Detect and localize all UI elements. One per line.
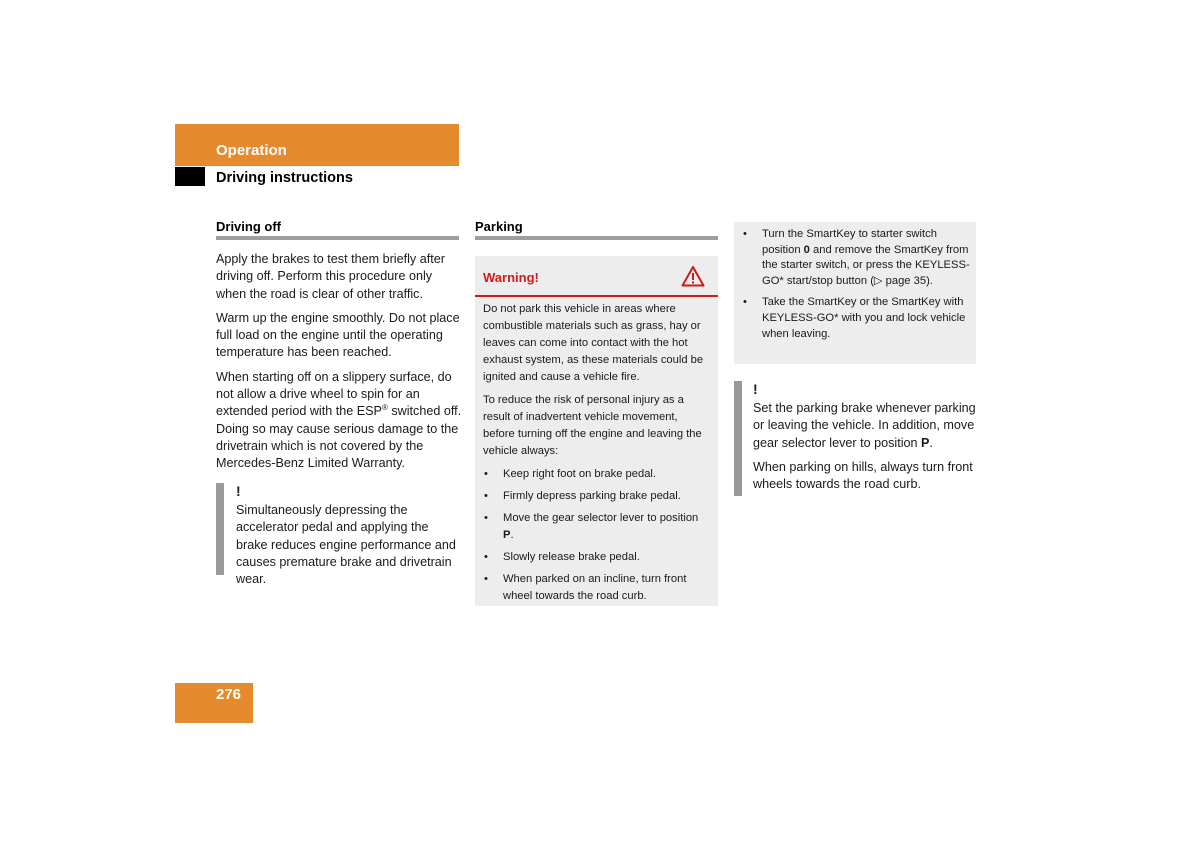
note-box	[734, 381, 978, 496]
warning-body	[483, 301, 711, 610]
instruction-box	[734, 222, 976, 364]
page-number: 276	[216, 686, 242, 703]
warning-rule	[475, 295, 718, 297]
exclamation-icon: !	[236, 483, 241, 499]
note-bar	[734, 381, 742, 496]
driving-off-body	[216, 251, 462, 480]
list-item: • When parked on an incline, turn front wheel towards the road curb.	[483, 571, 711, 605]
list-item: • Keep right foot on brake pedal.	[483, 466, 711, 483]
warning-label: Warning!	[483, 270, 539, 285]
instruction-list	[742, 227, 970, 348]
section-title: Driving instructions	[216, 170, 353, 186]
note-text: Set the parking brake whenever parking or leaving the vehicle. In addition, move gear selector lever to position P. When parking on hills, always turn front wheels towards the road curb.	[753, 400, 978, 493]
note-text: Simultaneously depressing the accelerator pedal and applying the brake reduces engine performance and causes premature brake and drivetrain wear.	[236, 503, 456, 587]
warning-triangle-icon	[681, 265, 705, 287]
parking-heading: Parking	[475, 219, 523, 234]
list-item: • Turn the SmartKey to starter switch position 0 and remove the SmartKey from the starter switch, or press the KEYLESS-GO* start/stop button (▷ page 35).	[742, 227, 970, 289]
driving-off-heading: Driving off	[216, 219, 281, 234]
warning-paragraph: To reduce the risk of personal injury as a result of inadvertent vehicle movement, before turning off the engine and leaving the vehicle always:	[483, 394, 702, 457]
paragraph-esp	[216, 369, 462, 473]
chapter-title: Operation	[216, 142, 287, 159]
paragraph-text: switched off. Doing so may cause serious damage to the drivetrain which is not covered by the Mercedes-Benz Limited Warranty.	[216, 404, 462, 471]
list-item: • Slowly release brake pedal.	[483, 549, 711, 566]
exclamation-icon: !	[753, 381, 758, 397]
warning-paragraph: Do not park this vehicle in areas where combustible materials such as grass, hay or leaves can come into contact with the hot exhaust system, as these materials could be ignited and cause a vehicle fire.	[483, 303, 704, 383]
note-paragraph: When parking on hills, always turn front wheels towards the road curb.	[753, 459, 973, 492]
driving-off-rule	[216, 236, 459, 240]
warning-bullet-list	[483, 466, 711, 605]
note-box	[216, 483, 462, 587]
paragraph: Warm up the engine smoothly. Do not place full load on the engine until the operating temperature has been reached.	[216, 310, 460, 360]
section-marker	[175, 167, 205, 186]
paragraph: Apply the brakes to test them briefly after driving off. Perform this procedure only when the road is clear of other traffic.	[216, 252, 445, 301]
note-bar	[216, 483, 224, 575]
list-item: • Move the gear selector lever to position P.	[483, 510, 711, 544]
page-number-box	[175, 683, 253, 723]
list-item: • Firmly depress parking brake pedal.	[483, 488, 711, 505]
list-item: • Take the SmartKey or the SmartKey with KEYLESS-GO* with you and lock vehicle when leaving.	[742, 295, 970, 342]
registered-mark: ®	[381, 403, 388, 413]
paragraph-text: When starting off on a slippery surface, do not allow a drive wheel to spin for an extended period with the ESP	[216, 369, 452, 419]
parking-rule	[475, 236, 718, 240]
warning-box	[475, 256, 718, 606]
